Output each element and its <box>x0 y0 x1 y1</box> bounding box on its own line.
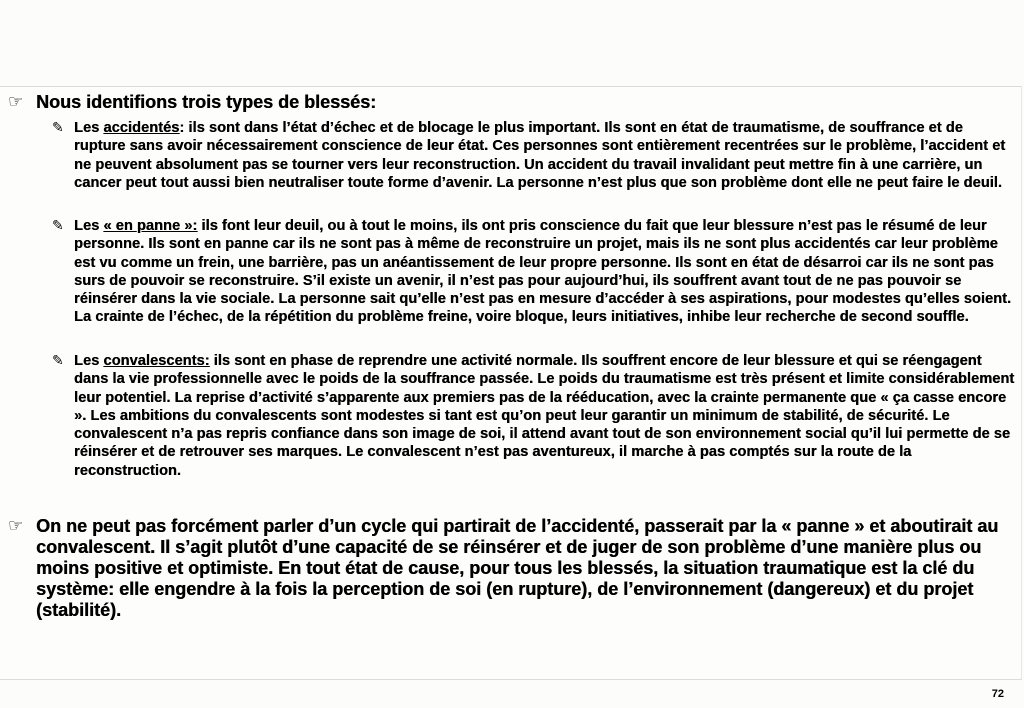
item-prefix: Les <box>74 120 104 136</box>
pencil-icon: ✎ <box>52 218 64 234</box>
item-prefix: Les <box>74 218 104 234</box>
item-prefix: Les <box>74 353 104 369</box>
list-item-accidentes <box>52 119 1016 192</box>
list-item-text <box>74 217 1016 327</box>
slide-content <box>0 86 1022 680</box>
pencil-icon: ✎ <box>52 120 64 136</box>
item-body: ils sont en phase de reprendre une activité normale. Ils souffrent encore de leur blessure et qui se réengagent dans la vie professionnelle avec le poids de la souffrance passée. Le poids du traumatisme est très présent et limite considérablement leur potentiel. La reprise d’activité s’apparente aux premiers pas de la rééducation, avec la crainte permanente que « ça casse encore ». Les ambitions du convalescents sont modestes si tant est qu’on peut leur garantir un minimum de stabilité, de sécurité. Le convalescent n’a pas repris confiance dans son image de soi, il attend avant tout de son environnement social qu’il lui permette de se réinsérer et de retrouver ses marques. Le convalescent n’est pas aventureux, il marche à pas comptés sur la route de la reconstruction. <box>74 353 1015 479</box>
item-body: ils font leur deuil, ou à tout le moins, ils ont pris conscience du fait que leur blessure n’est pas le résumé de leur personne. Ils sont en panne car ils ne sont pas à même de reconstruire un projet, mais ils ne sont plus accidentés car leur problème est vu comme un frein, une barrière, pas un anéantissement de leur propre personne. Ils sont en état de désarroi car ils ne sont pas surs de pouvoir se reconstruire. S’il existe un avenir, il n’est pas pour aujourd’hui, ils souffrent avant tout de ne pas pouvoir se réinsérer dans la vie sociale. La personne sait qu’elle n’est pas en mesure d’accéder à ses aspirations, pour modestes qu’elles soient. La crainte de l’échec, de la répétition du problème freine, voire bloque, leurs initiatives, inhibe leur recherche de second souffle. <box>74 218 1012 326</box>
list-item-convalescents <box>52 352 1016 480</box>
conclusion-text: On ne peut pas forcément parler d’un cycle qui partirait de l’accidenté, passerait par la « panne » et aboutirait au convalescent. Il s’agit plutôt d’une capacité de se réinsérer et de juger de son problème d’une manière plus ou moins positive et optimiste. En tout état de cause, pour tous les blessés, la situation traumatique est la clé du système: elle engendre à la fois la perception de soi (en rupture), de l’environnement (dangereux) et du projet (stabilité). <box>36 516 999 620</box>
pointing-hand-icon: ☞ <box>8 92 24 112</box>
list-item-en-panne <box>52 217 1016 327</box>
pointing-hand-icon: ☞ <box>8 516 24 536</box>
item-body: : ils sont dans l’état d’échec et de blocage le plus important. Ils sont en état de traumatisme, de souffrance et de rupture sans avoir nécessairement conscience de leur état. Ces personnes sont entièrement recentrées sur le problème, l’accident et ne peuvent absolument pas se tourner vers leur reconstruction. Un accident du travail invalidant peut mettre fin à une carrière, un cancer peut tout aussi bien neutraliser toute forme d’avenir. La personne n’est plus que son problème dont elle ne peut faire le deuil. <box>74 120 1006 191</box>
item-term: convalescents: <box>103 353 210 369</box>
list-item-text <box>74 119 1016 192</box>
list-item-text <box>74 352 1016 480</box>
heading-bullet-point <box>8 92 376 113</box>
page-number: 72 <box>991 688 1004 700</box>
heading-text: Nous identifions trois types de blessés: <box>36 92 377 112</box>
conclusion-bullet-point <box>8 516 1013 621</box>
pencil-icon: ✎ <box>52 353 64 369</box>
item-term: « en panne »: <box>103 218 198 234</box>
item-term: accidentés <box>103 120 180 136</box>
